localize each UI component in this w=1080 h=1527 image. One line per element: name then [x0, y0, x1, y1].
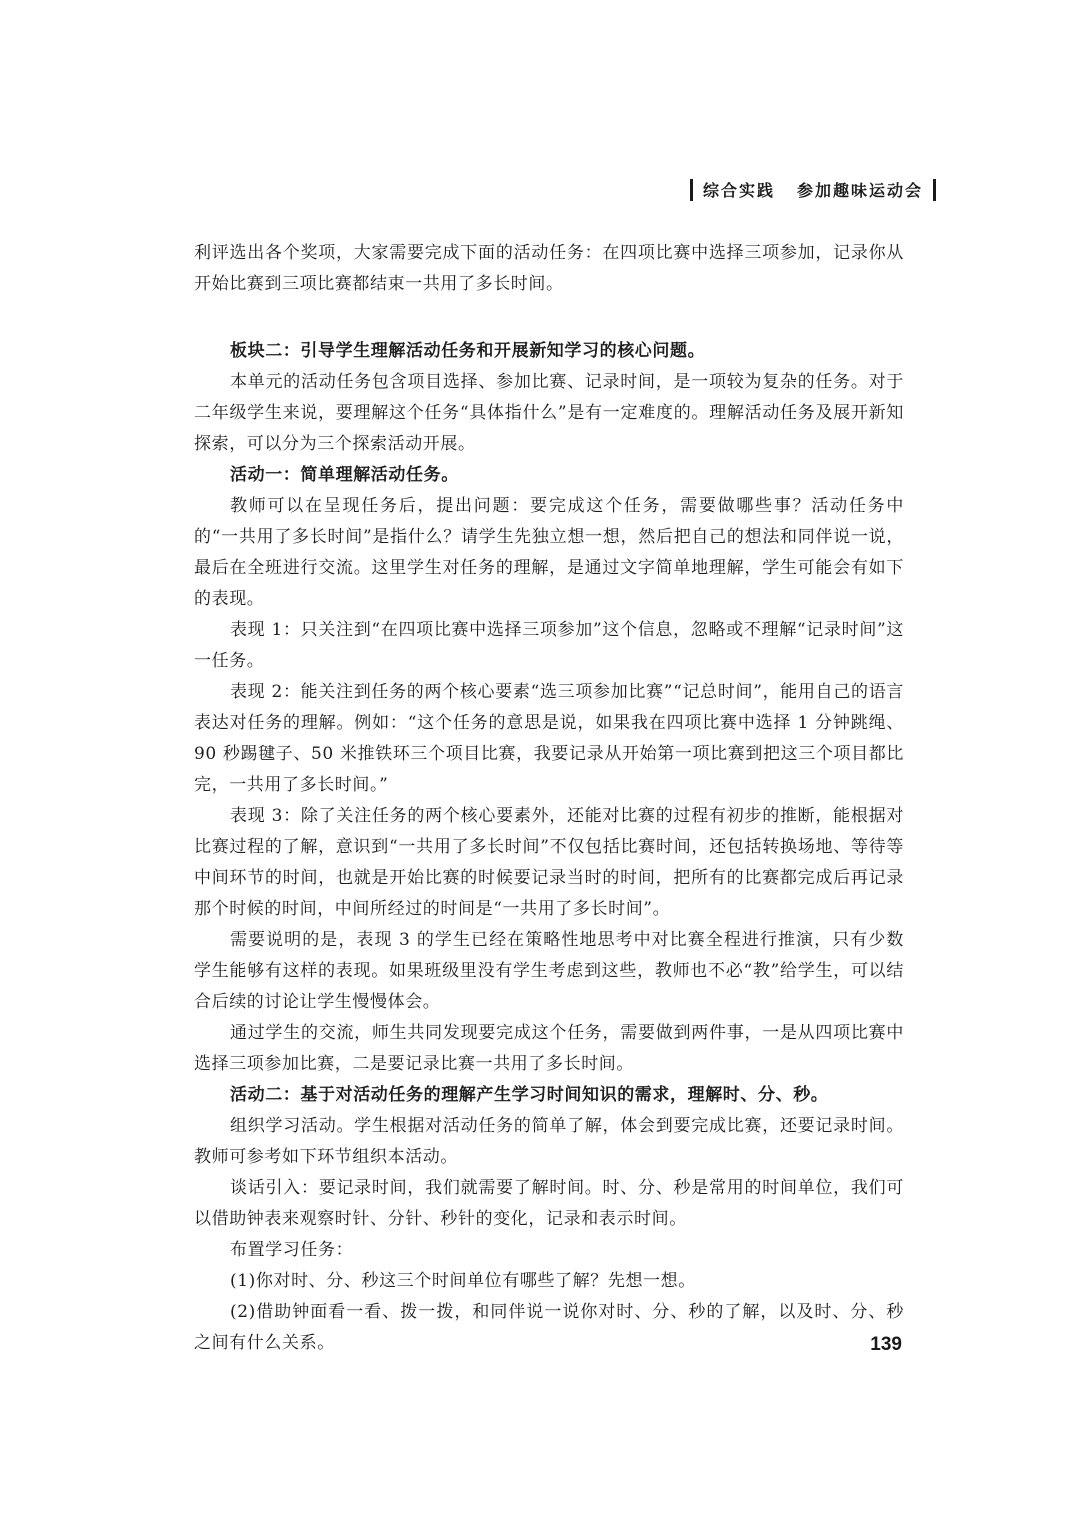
paragraph: 需要说明的是，表现 3 的学生已经在策略性地思考中对比赛全程进行推演，只有少数学生能够有这样的表现。如果班级里没有学生考虑到这些，教师也不必“教”给学生，可以结合后续的讨论让学生慢慢体会。 — [194, 930, 904, 1012]
paragraph: 组织学习活动。学生根据对活动任务的简单了解，体会到要完成比赛，还要记录时间。教师可参考如下环节组织本活动。 — [194, 1116, 904, 1167]
paragraph-performance-2: 表现 2：能关注到任务的两个核心要素“选三项参加比赛”“记总时间”，能用自己的语言表达对任务的理解。例如：“这个任务的意思是说，如果我在四项比赛中选择 1 分钟跳绳、90 秒踢毽子、50 米推铁环三个项目比赛，我要记录从开始第一项比赛到把这三个项目都比完，一共用了多长时间。” — [194, 682, 904, 795]
paragraph: 本单元的活动任务包含项目选择、参加比赛、记录时间，是一项较为复杂的任务。对于二年级学生来说，要理解这个任务“具体指什么”是有一定难度的。理解活动任务及展开新知探索，可以分为三个探索活动开展。 — [194, 372, 904, 454]
paragraph-task-intro: 布置学习任务： — [230, 1240, 354, 1260]
running-header — [680, 178, 946, 201]
task-item-1: (1)你对时、分、秒这三个时间单位有哪些了解？先想一想。 — [230, 1271, 696, 1291]
paragraph: 教师可以在呈现任务后，提出问题：要完成这个任务，需要做哪些事？活动任务中的“一共用了多长时间”是指什么？请学生先独立想一想，然后把自己的想法和同伴说一说，最后在全班进行交流。这里学生对任务的理解，是通过文字简单地理解，学生可能会有如下的表现。 — [194, 496, 904, 609]
paragraph: 谈话引入：要记录时间，我们就需要了解时间。时、分、秒是常用的时间单位，我们可以借助钟表来观察时针、分针、秒针的变化，记录和表示时间。 — [194, 1178, 904, 1229]
task-item-2: (2)借助钟面看一看、拨一拨，和同伴说一说你对时、分、秒的了解，以及时、分、秒之间有什么关系。 — [194, 1302, 904, 1353]
paragraph-performance-3: 表现 3：除了关注任务的两个核心要素外，还能对比赛的过程有初步的推断，能根据对比赛过程的了解，意识到“一共用了多长时间”不仅包括比赛时间，还包括转换场地、等待等中间环节的时间，也就是开始比赛的时候要记录当时的时间，把所有的比赛都完成后再记录那个时候的时间，中间所经过的时间是“一共用了多长时间”。 — [194, 806, 904, 919]
header-section: 综合实践 — [702, 181, 775, 200]
activity-heading-one: 活动一：简单理解活动任务。 — [230, 465, 459, 485]
body-text — [194, 238, 904, 1359]
header-divider-right — [933, 179, 936, 201]
page-number: 139 — [870, 1334, 902, 1355]
activity-heading-two: 活动二：基于对活动任务的理解产生学习时间知识的需求，理解时、分、秒。 — [230, 1085, 829, 1105]
section-heading-block-two: 板块二：引导学生理解活动任务和开展新知学习的核心问题。 — [230, 341, 706, 361]
paragraph: 通过学生的交流，师生共同发现要完成这个任务，需要做到两件事，一是从四项比赛中选择三项参加比赛，二是要记录比赛一共用了多长时间。 — [194, 1023, 904, 1074]
header-divider-left — [690, 179, 693, 201]
paragraph-continued: 利评选出各个奖项，大家需要完成下面的活动任务：在四项比赛中选择三项参加，记录你从开始比赛到三项比赛都结束一共用了多长时间。 — [194, 243, 904, 294]
header-chapter: 参加趣味运动会 — [796, 181, 923, 200]
paragraph-performance-1: 表现 1：只关注到“在四项比赛中选择三项参加”这个信息，忽略或不理解“记录时间”这一任务。 — [194, 620, 904, 671]
